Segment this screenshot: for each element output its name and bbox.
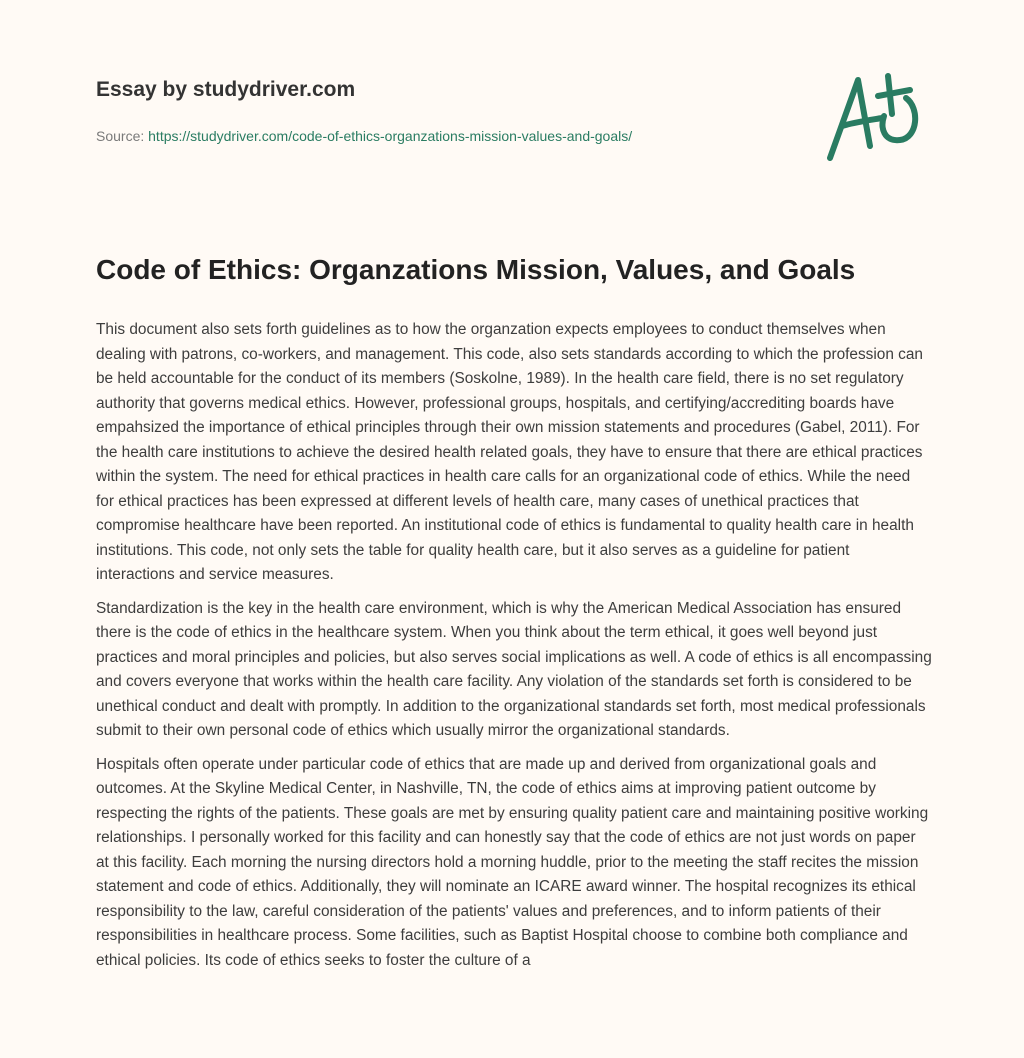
source-line xyxy=(96,128,632,144)
paragraph: Hospitals often operate under particular code of ethics that are made up and derived from organizational goals and outcomes. At the Skyline Medical Center, in Nashville, TN, the code of ethics aims at improving patient outcome by respecting the rights of the patients. These goals are met by ensuring quality patient care and maintaining positive working relationships. I personally worked for this facility and can honestly say that the code of ethics are not just words on paper at this facility. Each morning the nursing directors hold a morning huddle, prior to the meeting the staff recites the mission statement and code of ethics. Additionally, they will nominate an ICARE award winner. The hospital recognizes its ethical responsibility to the law, careful consideration of the patients' values and preferences, and to inform patients of their responsibilities in healthcare process. Some facilities, such as Baptist Hospital choose to combine both compliance and ethical policies. Its code of ethics seeks to foster the culture of a xyxy=(96,755,929,969)
brand-title: Essay by studydriver.com xyxy=(96,78,356,101)
source-label: Source: xyxy=(96,128,145,144)
essay-body xyxy=(96,318,932,982)
header xyxy=(96,78,632,144)
paragraph: Standardization is the key in the health care environment, which is why the American Medical Association has ensured there is the code of ethics in the healthcare system. When you think about the term ethical, it goes well beyond just practices and moral principles and policies, but also serves social implications as well. A code of ethics is all encompassing and covers everyone that works within the health care facility. Any violation of the standards set forth is considered to be unethical conduct and dealt with promptly. In addition to the organizational standards set forth, most medical professionals submit to their own personal code of ethics which usually mirror the organizational standards. xyxy=(96,599,932,739)
page-title: Code of Ethics: Organzations Mission, Values, and Goals xyxy=(96,254,856,285)
a-plus-logo-icon xyxy=(820,68,930,168)
paragraph: This document also sets forth guidelines as to how the organzation expects employees to conduct themselves when dealing with patrons, co-workers, and management. This code, also sets standards according to which the profession can be held accountable for the conduct of its members (Soskolne, 1989). In the health care field, there is no set regulatory authority that governs medical ethics. However, professional groups, hospitals, and certifying/accrediting boards have empahsized the importance of ethical principles through their own mission statements and procedures (Gabel, 2011). For the health care institutions to achieve the desired health related goals, they have to ensure that there are ethical practices within the system. The need for ethical practices in health care calls for an organizational code of ethics. While the need for ethical practices has been expressed at different levels of health care, many cases of unethical practices that compromise healthcare have been reported. An institutional code of ethics is fundamental to quality health care in health institutions. This code, not only sets the table for quality health care, but it also serves as a guideline for patient interactions and service measures. xyxy=(96,321,923,583)
source-link[interactable]: https://studydriver.com/code-of-ethics-organzations-mission-values-and-goals/ xyxy=(148,128,633,144)
